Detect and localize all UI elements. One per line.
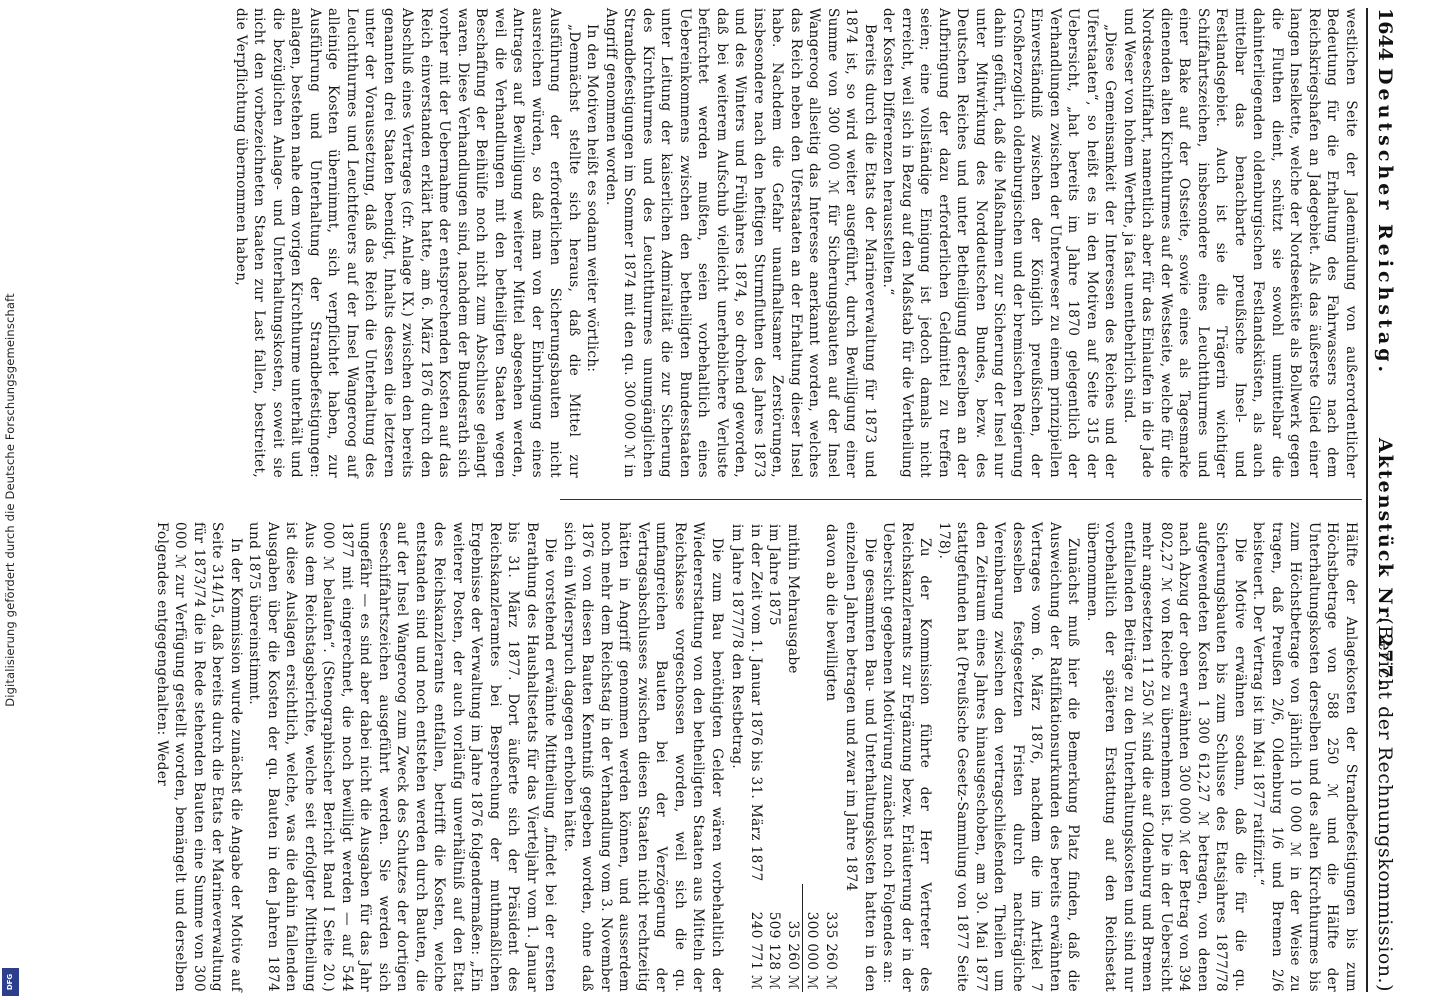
cost-label: mithin Mehrausgabe	[785, 524, 802, 674]
dfg-logo	[2, 968, 19, 996]
column-divider	[560, 499, 1362, 500]
cost-row	[765, 522, 784, 992]
right-column	[153, 522, 1361, 992]
cost-label: im Jahre 1877/78 den Restbetrag.	[729, 524, 746, 770]
right-paragraph: Die zum Bau benöthigten Gelder wären vorbehaltlich der Wiedererstattung von den betheiligten Staaten aus Mitteln der Reichskasse vorgeschossen worden, weil sich die qu. umfangreichen Bauten bei der Verzögerung der Vertragsabschlusses zwischen diesen Staaten nicht rechtzeitig hätten in Angriff genommen werden können, und ausserdem noch mehr dem Reichstag in der Verhandlung vom 3. November 1876 von diesen Bauten Kenntniß gegeben worden, ohne daß sich ein Widerspruch dagegen erhoben hätte.	[561, 522, 725, 992]
cost-label: im Jahre 1875	[766, 524, 783, 626]
cost-row	[747, 522, 766, 992]
document-page	[154, 8, 1400, 992]
left-paragraph: In den Motiven heißt es sodann weiter wörtlich:	[584, 24, 601, 373]
cost-amount: 35 260 ℳ	[784, 884, 803, 992]
report-title: (Bericht der Rechnungskommission.)	[1374, 617, 1396, 992]
cost-amount: 509 128 ℳ	[766, 911, 783, 990]
page-header	[1366, 8, 1400, 992]
page-number: 1644	[1374, 8, 1396, 61]
document-number: Aktenstück Nr. 277.	[1374, 438, 1396, 689]
left-paragraph: Bereits durch die Etats der Marineverwaltung für 1873 und 1874 ist, so wird weiter ausgeführt, durch Bewilligung einer Summe von 300 000 ℳ für Sicherungsbauten auf der Insel Wangeroog allseitig das Interesse anerkannt worden, welches das Reich neben den Uferstaaten an der Erhaltung dieser Insel habe. Nachdem die Gefahr unaufhaltsamer Zerstörungen, insbesondere nach den heftigen Sturmfluthen des Jahres 1873 und des Winters und Frühjahres 1874, so drohend geworden, daß bei weiterem Aufschub vielleicht unerheblichere Verluste befürchtet werden mußten, seien vorbehaltlich eines Uebereinkommens zwischen den betheiligten Bundesstaaten unter Leitung der kaiserlichen Admiralität die zur Sicherung des Kirchthurmes und des Leuchtthurmes unumgänglichen Strandbefestigungen im Sommer 1874 mit den qu. 300 000 ℳ in Angriff genommen worden.	[603, 8, 878, 478]
cost-amount: 240 771 ℳ	[748, 911, 764, 990]
cost-row	[728, 522, 747, 992]
header-rule	[1366, 8, 1368, 992]
right-paragraph: Die Motive erwähnen sodann, daß die für die qu. Sicherungsbauten bis zum Schlusse des Etatsjahres 1877/78 aufgewendeten Kosten 1 300 612,27 ℳ betragen, von denen nach Abzug der oben erwähnten 300 000 ℳ der Betrag von 394 802,27 ℳ von Reiche zu übernehmen ist. Die in der Uebersicht mehr angesetzten 11 250 ℳ sind die auf Oldenburg und Bremen entfallenden Beiträge zu den Unterhaltungskosten und sind nur vorbehaltlich der späteren Erstattung auf den Reichsetat übernommen.	[1084, 522, 1248, 992]
digitization-note: Digitalisierung gefördert durch die Deutsche Forschungsgemeinschaft	[3, 293, 17, 707]
right-paragraph: Die gesammten Bau- und Unterhaltungskosten hatten in den einzelnen Jahren betragen und zwar im Jahre 1874	[843, 522, 878, 992]
cost-label: davon ab die bewilligten	[823, 524, 839, 702]
cost-row	[822, 522, 841, 992]
right-paragraph: Zu der Kommission führte der Herr Vertreter des Reichskanzleramts zur Ergänzung bezw. Erläuterung der in der Uebersicht gegebenen Motivirung zunächst noch Folgendes an:	[880, 522, 934, 992]
left-paragraph: „Diese Gemeinsamkeit der Interessen des Reiches und der Uferstaaten“, so heißt es in den Motiven auf Seite 315 der Uebersicht, „hat bereits im Jahre 1870 gelegentlich der Verhandlungen zwischen der Unterweser zu einem prinzipiellen Einverständniß zwischen der Königlich preußischen, der Großherzoglich oldenburgischen und der bremischen Regierung dahin geführt, daß die Maßnahmen zur Sicherung der Insel nur unter Mitwirkung des Norddeutschen Bundes, bezw. des Deutschen Reiches und unter Betheiligung derselben an der Aufbringung der dazu erforderlichen Geldmittel zu treffen seien; eine vollständige Einigung ist jedoch damals nicht erreicht, weil sich in Bezug auf den Maßstab für die Vertheilung der Kosten Differenzen herausstellten.“	[880, 8, 1119, 478]
cost-amount: 335 260 ℳ	[823, 911, 839, 990]
cost-row	[784, 522, 803, 992]
left-paragraph: westlichen Seite der Jademündung von außerordentlicher Bedeutung für die Erhaltung des Fahrwassers nach dem Reichskriegshafen an Jadegebiet. Als das äußerste Glied einer langen Inselkette, welche der Nordseeküste als Bollwerk gegen die Fluthen dient, schützt sie sowohl unmittelbar die dahinterliegenden oldenburgischen Festlandsküsten, als auch mittelbar das benachbarte preußische Insel- und Festlandsgebiet. Auch ist sie die Trägerin wichtiger Schiffahrtszeichen, insbesondere eines Leuchtthurmes und einer Bake auf der Ostseite, sowie eines als Tagesmarke dienenden alten Kirchthurmes auf der Westseite, welche für die Nordseeschiffahrt, namentlich aber für das Einlaufen in die Jade und Weser von hohem Werthe, ja fast unentbehrlich sind.	[1121, 8, 1359, 478]
publication-title: Deutscher Reichstag.	[1374, 68, 1396, 377]
cost-amount: 300 000 ℳ	[804, 911, 821, 990]
right-paragraph: Hälfte der Anlagekosten der Strandbefestigungen bis zum Höchstbetrage von 588 250 ℳ und die Hälfte der Unterhaltungskosten derselben und des alten Kirchthurmes bis zum Höchstbetrage von jährlich 10 000 ℳ in der Weise zu tragen, daß Preußen 2/6, Oldenburg 1/6 und Bremen 2/6 beisteuert. Der Vertrag ist im Mai 1877 ratifizirt.“	[1250, 522, 1359, 992]
right-paragraph: Zunächst muß hier die Bemerkung Platz finden, daß die Ausweichung der Ratifikationsurkunden des bereits erwähnten Vertrages vom 6. März 1876, nachdem die im Artikel 7 desselben festgesetzten Fristen durch nachträgliche Vereinbarung zwischen den vertragschließenden Theilen um den Zeitraum eines Jahres hinausgeschoben, am 30. Mai 1877 stattgefunden hat (Preußische Gesetz-Sammlung von 1877 Seite 178).	[936, 522, 1082, 992]
cost-row	[803, 522, 822, 992]
cost-label	[803, 522, 822, 884]
left-column	[232, 8, 1361, 478]
cost-label: in der Zeit vom 1. Januar 1876 bis 31. März 1877	[748, 524, 764, 882]
cost-table	[728, 522, 840, 992]
left-paragraph: „Demnächst stellte sich heraus, daß die Mittel zur Ausführung der erforderlichen Sicherungsbauten nicht ausreichen würden, so daß man von der Einbringung eines Antrages auf Bewilligung weiterer Mittel abgesehen werden, weil die Verhandlungen mit den betheiligten Staaten wegen Beschaffung der Beihülfe noch nicht zum Abschlusse gelangt waren. Diese Verhandlungen sind, nachdem der Bundesrath sich vorher mit der Uebernahme der entsprechenden Kosten auf das Reich einverstanden erklärt hatte, am 6. März 1876 durch den Abschluß eines Vertrages (cfr. Anlage IX.) zwischen den bereits genannten drei Staaten beendigt, Inhalts dessen die letzteren unter der Voraussetzung, daß das Reich die Unterhaltung des Leuchtthurmes und Leuchtfeuers auf der Insel Wangeroog auf alleinige Kosten übernimmt, sich verpflichtet haben, zur Ausführung und Unterhaltung der Strandbefestigungen: anlagen, bestehen nahe dem vorigen Kirchthurme unterhält und die bezüglichen Anlage- und Unterhaltungskosten, soweit sie nicht den vorbezeichneten Staaten zur Last fallen, bestreitet, die Verpflichtung übernommen haben,	[233, 8, 582, 478]
digitization-strip	[0, 0, 20, 1000]
dfg-logo-text: DFG	[6, 973, 15, 991]
cost-amount	[728, 884, 747, 992]
right-paragraph: In der Kommission wurde zunächst die Angabe der Motive auf Seite 314/15, daß bereits durch die Etats der Marineverwaltung für 1873/74 die in Rede stehenden Bauten eine Summe von 300 000 ℳ zur Verfügung gestellt worden, bemängelt und derselben Folgendes entgegengehalten: Weder	[154, 522, 244, 992]
right-paragraph: Die vorstehend erwähnte Mittheilung „findet bei der ersten Berathung des Haushaltsetats für das Vierteljahr vom 1. Januar bis 31. März 1877. Dort äußerte sich der Präsident des Reichskanzleramtes bei Besprechung der muthmaßlichen Ergebnisse der Verwaltung im Jahre 1876 folgendermaßen: „Ein weiterer Posten, der auch vorläufig unverhältniß auf den Etat des Reichskanzleramts entfallen, betrifft die Kosten, welche entstanden sind und noch entstehen werden durch Bauten, die auf der Insel Wangeroog zum Zweck des Schutzes der dortigen Seeschiffahrtszeichen ausgeführt werden. Sie werden sich ungefähr — es sind aber dabei nicht die Ausgaben für das Jahr 1877 mit eingerechnet, die noch bewilligt werden — auf 544 000 ℳ belaufen“. (Stenographischer Bericht Band I Seite 20.) Aus dem Reichstagsberichte, welche seit erfolgter Mittheilung ist diese Auslagen ersichtlich, welche, was die dahin fallenden Ausgaben über die Kosten der qu. Bauten in den Jahren 1874 und 1875 übereinstimmt.	[246, 522, 559, 992]
